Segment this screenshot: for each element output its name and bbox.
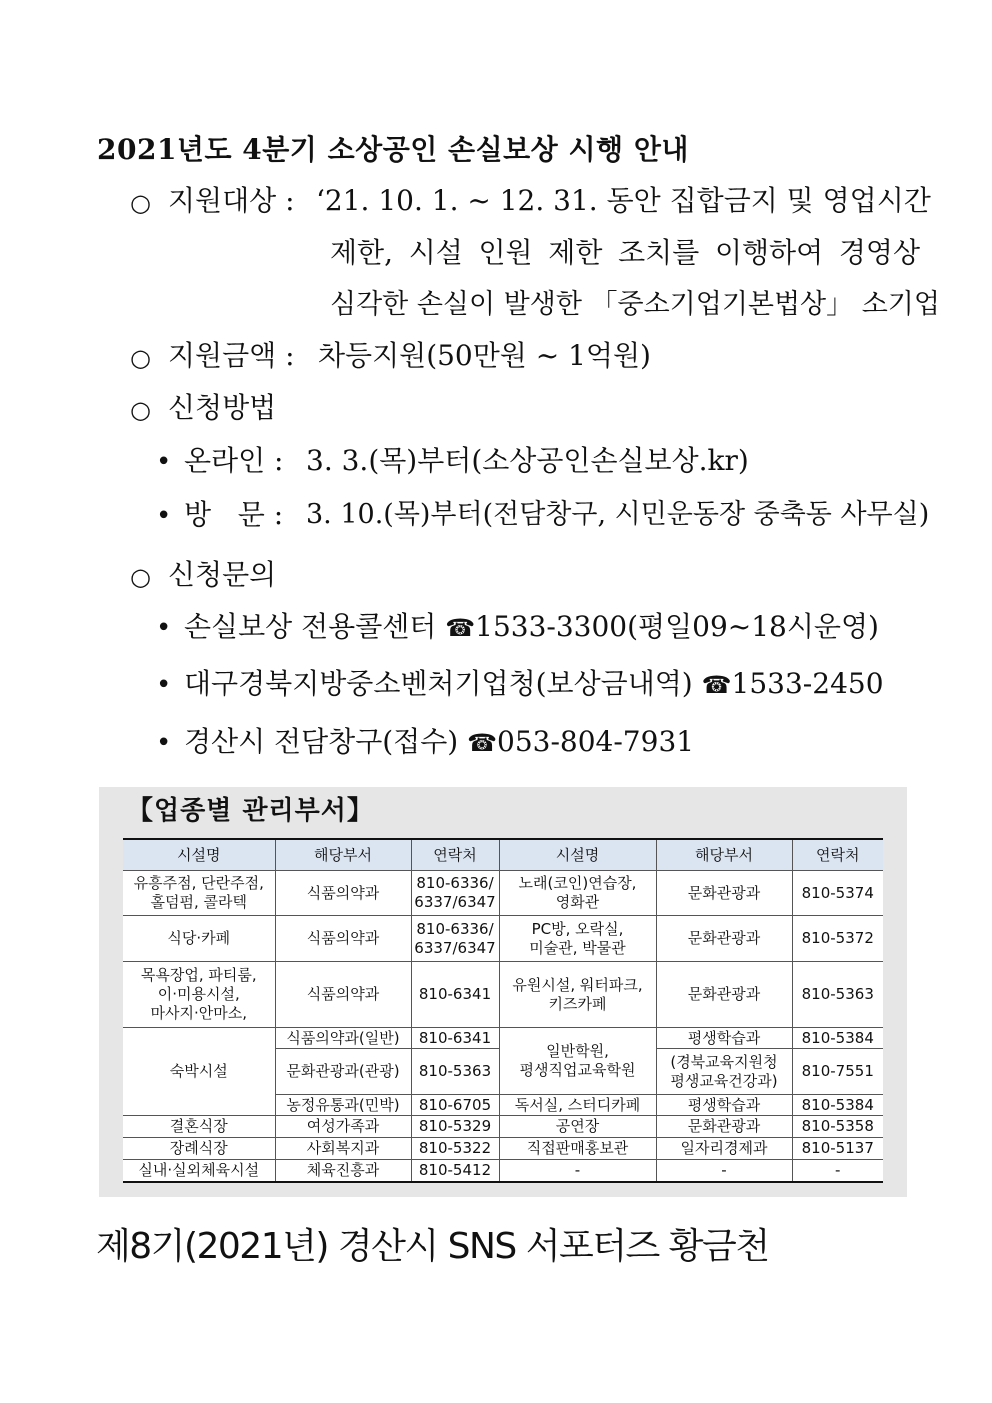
online-label: 온라인 : bbox=[184, 444, 284, 477]
amount-label: 지원금액 : bbox=[168, 339, 295, 372]
department-table bbox=[123, 838, 883, 1183]
contact-cell: 810-6705 bbox=[411, 1095, 499, 1116]
amount-value: 차등지원(50만원 ~ 1억원) bbox=[318, 339, 651, 372]
header-facility: 시설명 bbox=[123, 839, 275, 871]
header-contact: 연락처 bbox=[792, 839, 883, 871]
facility-cell: 독서실, 스터디카페 bbox=[499, 1095, 656, 1116]
department-cell: 문화관광과 bbox=[656, 962, 792, 1028]
department-cell: 문화관광과 bbox=[656, 1116, 792, 1138]
facility-cell: 숙박시설 bbox=[123, 1028, 275, 1116]
contact-cell: 810-5329 bbox=[411, 1116, 499, 1138]
department-cell: 여성가족과 bbox=[275, 1116, 411, 1138]
contact-cell: 810-5374 bbox=[792, 871, 883, 916]
table-row bbox=[123, 916, 883, 962]
contact-cell: - bbox=[792, 1160, 883, 1182]
department-cell: 체육진흥과 bbox=[275, 1160, 411, 1182]
footer-credit: 제8기(2021년) 경산시 SNS 서포터즈 황금천 bbox=[96, 1226, 769, 1267]
contact-cell: 810-5412 bbox=[411, 1160, 499, 1182]
facility-cell: - bbox=[499, 1160, 656, 1182]
contact-cell: 810-5322 bbox=[411, 1138, 499, 1160]
department-cell: 일자리경제과 bbox=[656, 1138, 792, 1160]
facility-cell: 장례식장 bbox=[123, 1138, 275, 1160]
department-cell: 문화관광과(관광) bbox=[275, 1049, 411, 1095]
department-cell: 농정유통과(민박) bbox=[275, 1095, 411, 1116]
department-cell: 평생학습과 bbox=[656, 1095, 792, 1116]
department-cell: 식품의약과 bbox=[275, 962, 411, 1028]
table-row bbox=[123, 871, 883, 916]
department-cell: 문화관광과 bbox=[656, 916, 792, 962]
inquiry-label: 신청문의 bbox=[168, 558, 277, 591]
contact-cell: 810-5363 bbox=[792, 962, 883, 1028]
target-line-1: ‘21. 10. 1. ~ 12. 31. 동안 집합금지 및 영업시간 bbox=[316, 184, 931, 217]
table-row bbox=[123, 962, 883, 1028]
inquiry-name: 경산시 전담창구(접수) bbox=[184, 725, 468, 758]
target-label: 지원대상 : bbox=[168, 184, 295, 217]
contact-cell: 810-6341 bbox=[411, 1028, 499, 1049]
target-line-2: 제한, 시설 인원 제한 조치를 이행하여 경영상 bbox=[330, 236, 920, 269]
page-title: 2021년도 4분기 소상공인 손실보상 시행 안내 bbox=[97, 133, 689, 166]
contact-cell: 810-5137 bbox=[792, 1138, 883, 1160]
contact-cell: 810-5384 bbox=[792, 1095, 883, 1116]
contact-cell: 810-5358 bbox=[792, 1116, 883, 1138]
dot-bullet-icon: • bbox=[156, 613, 172, 643]
department-cell: 문화관광과 bbox=[656, 871, 792, 916]
contact-cell: 810-6341 bbox=[411, 962, 499, 1028]
visit-label: 방 문 : bbox=[184, 498, 284, 531]
target-line-3: 심각한 손실이 발생한 「중소기업기본법상」 소기업 bbox=[330, 289, 940, 320]
table-row bbox=[123, 1160, 883, 1182]
facility-cell: 유원시설, 워터파크, 키즈카페 bbox=[499, 962, 656, 1028]
header-department: 해당부서 bbox=[656, 839, 792, 871]
phone-icon: ☎ bbox=[445, 614, 476, 642]
facility-cell: 직접판매홍보관 bbox=[499, 1138, 656, 1160]
contact-cell: 810-5384 bbox=[792, 1028, 883, 1049]
department-cell: 사회복지과 bbox=[275, 1138, 411, 1160]
circle-bullet-icon: ○ bbox=[130, 189, 151, 217]
header-facility: 시설명 bbox=[499, 839, 656, 871]
header-contact: 연락처 bbox=[411, 839, 499, 871]
department-cell: 평생학습과 bbox=[656, 1028, 792, 1049]
phone-icon: ☎ bbox=[467, 729, 497, 757]
circle-bullet-icon: ○ bbox=[130, 344, 151, 372]
header-department: 해당부서 bbox=[275, 839, 411, 871]
department-cell: (경북교육지원청 평생교육건강과) bbox=[656, 1049, 792, 1095]
table-title: 【업종별 관리부서】 bbox=[127, 796, 374, 826]
contact-cell: 810-7551 bbox=[792, 1049, 883, 1095]
dot-bullet-icon: • bbox=[156, 501, 172, 531]
facility-cell: 노래(코인)연습장, 영화관 bbox=[499, 871, 656, 916]
facility-cell: 목욕장업, 파티룸, 이·미용시설, 마사지·안마소, bbox=[123, 962, 275, 1028]
dot-bullet-icon: • bbox=[156, 670, 172, 700]
contact-cell: 810-5372 bbox=[792, 916, 883, 962]
dot-bullet-icon: • bbox=[156, 447, 172, 477]
facility-cell: 공연장 bbox=[499, 1116, 656, 1138]
table-row bbox=[123, 1028, 883, 1049]
inquiry-phone: 1533-2450 bbox=[731, 667, 884, 700]
phone-icon: ☎ bbox=[701, 671, 732, 699]
inquiry-phone: 1533-3300(평일09~18시운영) bbox=[475, 610, 879, 643]
visit-value: 3. 10.(목)부터(전담창구, 시민운동장 중축동 사무실) bbox=[306, 499, 930, 530]
inquiry-phone: 053-804-7931 bbox=[497, 725, 695, 758]
inquiry-item-smba bbox=[184, 664, 884, 705]
department-cell: 식품의약과(일반) bbox=[275, 1028, 411, 1049]
department-cell: 식품의약과 bbox=[275, 916, 411, 962]
department-cell: 식품의약과 bbox=[275, 871, 411, 916]
facility-cell: 결혼식장 bbox=[123, 1116, 275, 1138]
contact-cell: 810-5363 bbox=[411, 1049, 499, 1095]
facility-cell: 유흥주점, 단란주점, 홀덤펌, 콜라텍 bbox=[123, 871, 275, 916]
table-header-row bbox=[123, 839, 883, 871]
table-row bbox=[123, 1116, 883, 1138]
dot-bullet-icon: • bbox=[156, 728, 172, 758]
contact-cell: 810-6336/ 6337/6347 bbox=[411, 871, 499, 916]
inquiry-item-callcenter bbox=[184, 607, 879, 648]
facility-cell: 식당·카페 bbox=[123, 916, 275, 962]
facility-cell: PC방, 오락실, 미술관, 박물관 bbox=[499, 916, 656, 962]
department-cell: - bbox=[656, 1160, 792, 1182]
facility-cell: 실내·실외체육시설 bbox=[123, 1160, 275, 1182]
inquiry-name: 손실보상 전용콜센터 bbox=[184, 610, 446, 643]
circle-bullet-icon: ○ bbox=[130, 563, 151, 591]
online-value: 3. 3.(목)부터(소상공인손실보상.kr) bbox=[306, 444, 749, 477]
table-row bbox=[123, 1138, 883, 1160]
method-label: 신청방법 bbox=[168, 391, 277, 424]
contact-cell: 810-6336/ 6337/6347 bbox=[411, 916, 499, 962]
inquiry-name: 대구경북지방중소벤처기업청(보상금내역) bbox=[184, 667, 702, 700]
facility-cell: 일반학원, 평생직업교육학원 bbox=[499, 1028, 656, 1095]
inquiry-item-gyeongsan bbox=[184, 722, 694, 763]
circle-bullet-icon: ○ bbox=[130, 396, 151, 424]
